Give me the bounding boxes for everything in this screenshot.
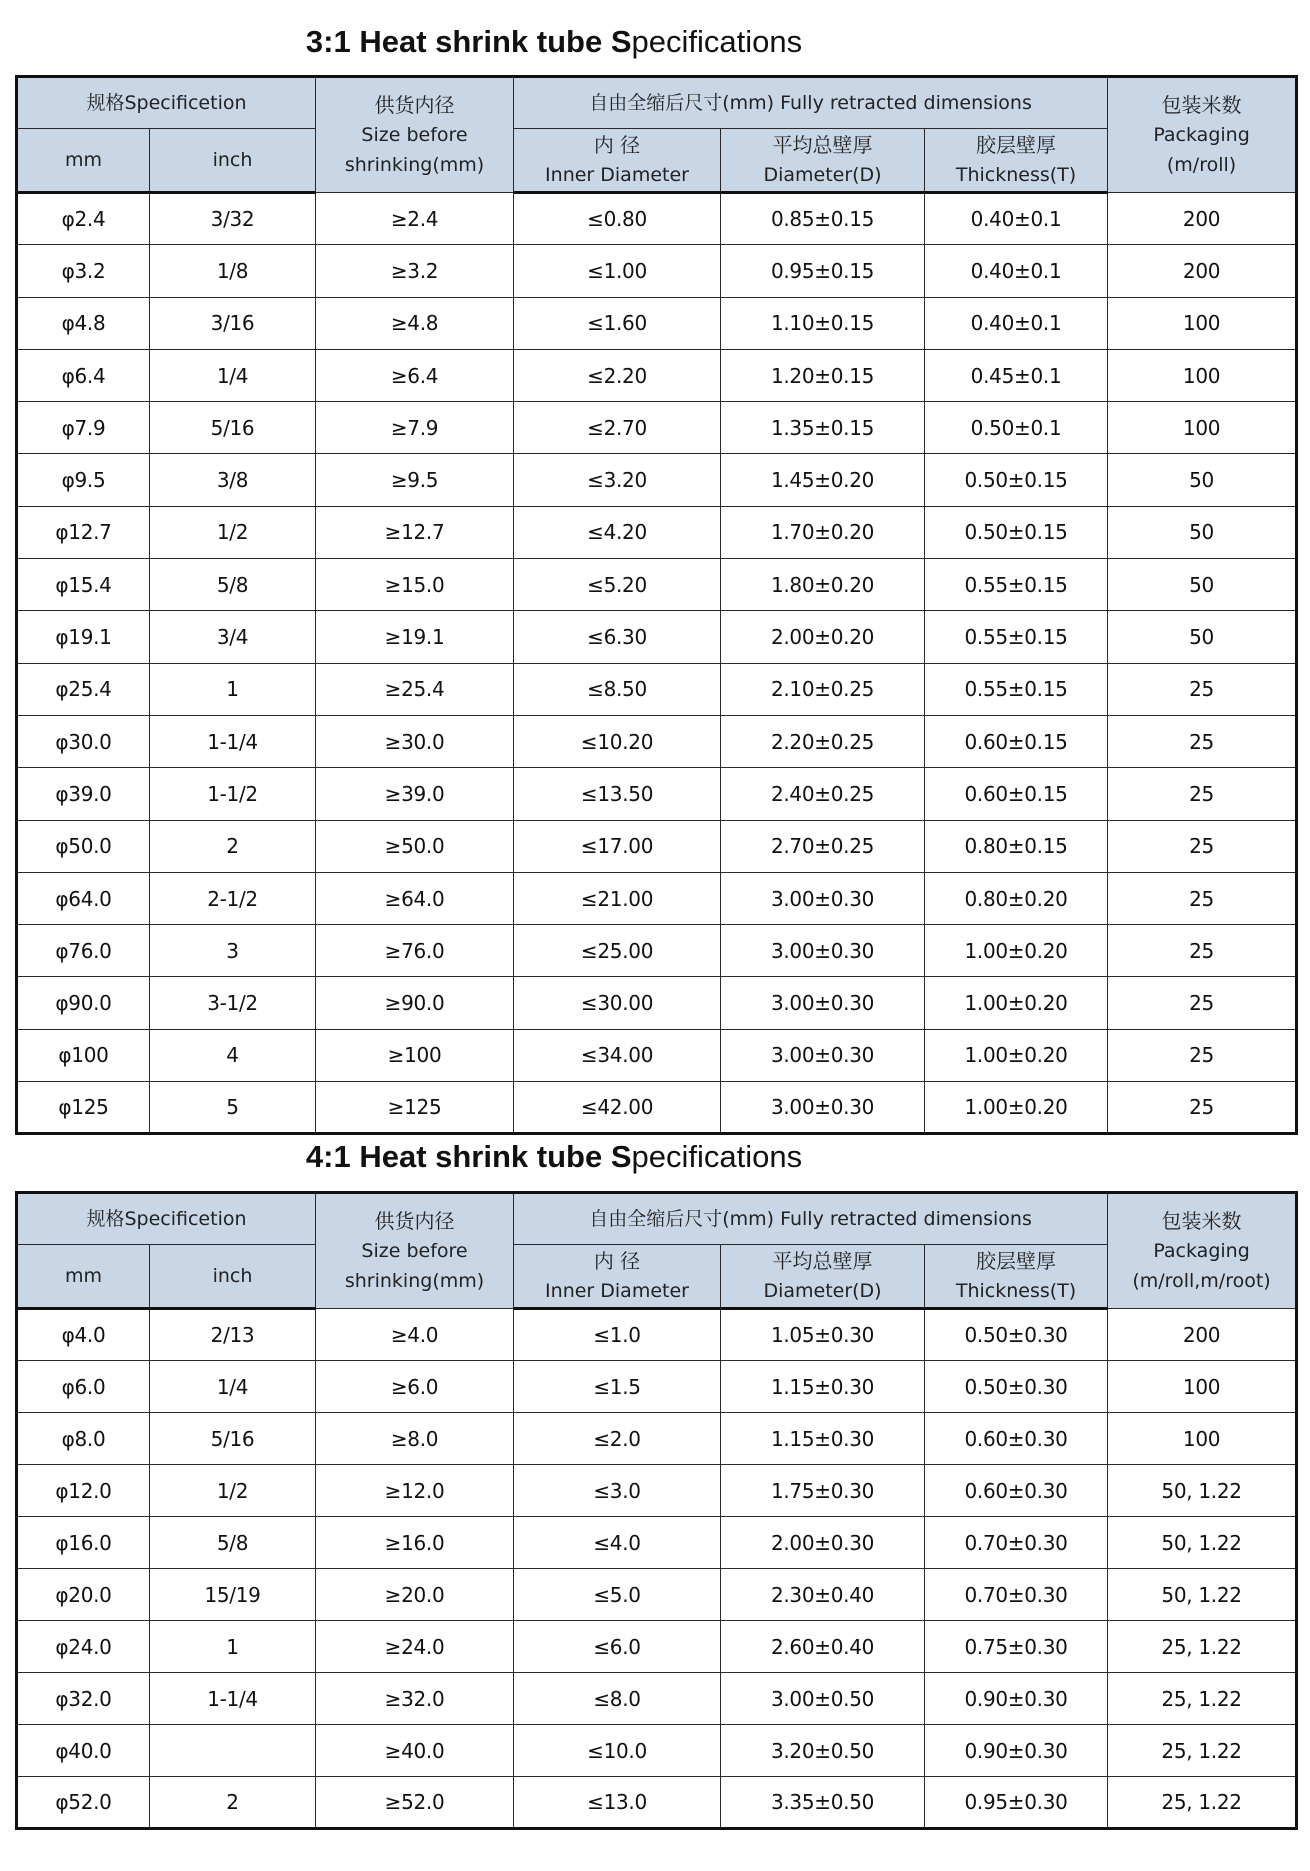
cell-mm: φ16.0 — [17, 1517, 150, 1569]
header-wall-cn: 平均总壁厚 — [772, 1249, 873, 1273]
cell-inner-diameter: ≤5.0 — [514, 1569, 721, 1621]
cell-inch: 1/2 — [150, 506, 316, 558]
cell-packaging: 25 — [1108, 768, 1297, 820]
table-row — [17, 1029, 1297, 1081]
cell-size-before: ≥30.0 — [316, 715, 514, 767]
cell-size-before: ≥6.4 — [316, 349, 514, 401]
table-row — [17, 1517, 1297, 1569]
header-mm: mm — [17, 1245, 150, 1309]
header-wall-en: Diameter(D) — [763, 164, 882, 186]
cell-glue-thickness: 0.90±0.30 — [925, 1673, 1108, 1725]
cell-glue-thickness: 0.70±0.30 — [925, 1569, 1108, 1621]
table2-title-lead: 4:1 Heat shrink tube S — [305, 1139, 632, 1174]
table-row — [17, 402, 1297, 454]
cell-mm: φ12.7 — [17, 506, 150, 558]
cell-mm: φ90.0 — [17, 977, 150, 1029]
cell-packaging: 200 — [1108, 193, 1297, 245]
cell-mm: φ52.0 — [17, 1777, 150, 1829]
cell-glue-thickness: 0.75±0.30 — [925, 1621, 1108, 1673]
header-size-en1: Size before — [361, 1240, 468, 1262]
cell-wall-thickness: 2.30±0.40 — [721, 1569, 925, 1621]
table-row — [17, 1082, 1297, 1134]
cell-inner-diameter: ≤2.20 — [514, 349, 721, 401]
cell-mm: φ2.4 — [17, 193, 150, 245]
cell-glue-thickness: 0.55±0.15 — [925, 611, 1108, 663]
table-row — [17, 820, 1297, 872]
cell-glue-thickness: 0.60±0.30 — [925, 1413, 1108, 1465]
cell-size-before: ≥76.0 — [316, 925, 514, 977]
cell-mm: φ7.9 — [17, 402, 150, 454]
cell-mm: φ12.0 — [17, 1465, 150, 1517]
cell-inner-diameter: ≤2.70 — [514, 402, 721, 454]
header-size-cn: 供货内径 — [374, 1209, 455, 1233]
table2-body — [17, 1309, 1297, 1829]
header-size-en1: Size before — [361, 124, 468, 146]
header-glue-cn: 胶层壁厚 — [976, 133, 1057, 157]
cell-inner-diameter: ≤25.00 — [514, 925, 721, 977]
cell-inner-diameter: ≤1.0 — [514, 1309, 721, 1361]
cell-inner-diameter: ≤10.20 — [514, 715, 721, 767]
table-row — [17, 454, 1297, 506]
table2-title — [0, 1139, 1108, 1175]
cell-size-before: ≥24.0 — [316, 1621, 514, 1673]
cell-packaging: 50, 1.22 — [1108, 1465, 1297, 1517]
cell-inner-diameter: ≤34.00 — [514, 1029, 721, 1081]
cell-wall-thickness: 1.35±0.15 — [721, 402, 925, 454]
cell-inch: 1-1/4 — [150, 715, 316, 767]
header-inner-en: Inner Diameter — [545, 1280, 689, 1302]
cell-packaging: 25 — [1108, 1082, 1297, 1134]
cell-packaging: 25, 1.22 — [1108, 1621, 1297, 1673]
cell-glue-thickness: 0.95±0.30 — [925, 1777, 1108, 1829]
cell-wall-thickness: 0.95±0.15 — [721, 245, 925, 297]
header-retracted: 自由全缩后尺寸(mm) Fully retracted dimensions — [514, 77, 1108, 129]
cell-wall-thickness: 3.35±0.50 — [721, 1777, 925, 1829]
cell-size-before: ≥12.7 — [316, 506, 514, 558]
cell-size-before: ≥125 — [316, 1082, 514, 1134]
header-packaging — [1108, 77, 1297, 193]
cell-wall-thickness: 3.00±0.50 — [721, 1673, 925, 1725]
cell-size-before: ≥4.8 — [316, 297, 514, 349]
cell-inner-diameter: ≤3.0 — [514, 1465, 721, 1517]
header-size-en2: shrinking(mm) — [344, 1270, 485, 1292]
cell-wall-thickness: 2.10±0.25 — [721, 663, 925, 715]
cell-inch: 3/16 — [150, 297, 316, 349]
cell-mm: φ30.0 — [17, 715, 150, 767]
cell-glue-thickness: 1.00±0.20 — [925, 1029, 1108, 1081]
header-glue-thickness — [925, 1245, 1108, 1309]
cell-glue-thickness: 0.50±0.30 — [925, 1361, 1108, 1413]
header-inch: inch — [150, 129, 316, 193]
header-wall-thickness — [721, 129, 925, 193]
cell-glue-thickness: 0.90±0.30 — [925, 1725, 1108, 1777]
cell-size-before: ≥50.0 — [316, 820, 514, 872]
table-row — [17, 349, 1297, 401]
cell-mm: φ32.0 — [17, 1673, 150, 1725]
cell-inch: 2-1/2 — [150, 872, 316, 924]
header-size-before — [316, 1193, 514, 1309]
cell-inner-diameter: ≤21.00 — [514, 872, 721, 924]
cell-glue-thickness: 0.50±0.30 — [925, 1309, 1108, 1361]
cell-size-before: ≥19.1 — [316, 611, 514, 663]
cell-inch: 5/16 — [150, 402, 316, 454]
table-row — [17, 1725, 1297, 1777]
cell-inch: 2 — [150, 1777, 316, 1829]
header-specification: 规格Specificetion — [17, 1193, 316, 1245]
spec-table-3to1 — [15, 75, 1298, 1135]
cell-wall-thickness: 3.20±0.50 — [721, 1725, 925, 1777]
cell-packaging: 50 — [1108, 454, 1297, 506]
cell-size-before: ≥15.0 — [316, 559, 514, 611]
cell-mm: φ3.2 — [17, 245, 150, 297]
table-row — [17, 925, 1297, 977]
cell-inner-diameter: ≤4.0 — [514, 1517, 721, 1569]
cell-glue-thickness: 0.60±0.15 — [925, 768, 1108, 820]
cell-wall-thickness: 1.10±0.15 — [721, 297, 925, 349]
cell-wall-thickness: 3.00±0.30 — [721, 872, 925, 924]
table-row — [17, 297, 1297, 349]
table2-title-rest: pecifications — [631, 1139, 803, 1174]
cell-mm: φ76.0 — [17, 925, 150, 977]
cell-glue-thickness: 0.80±0.20 — [925, 872, 1108, 924]
cell-inner-diameter: ≤13.0 — [514, 1777, 721, 1829]
table1-title-lead: 3:1 Heat shrink tube S — [305, 24, 632, 59]
cell-wall-thickness: 1.45±0.20 — [721, 454, 925, 506]
cell-wall-thickness: 1.15±0.30 — [721, 1413, 925, 1465]
cell-packaging: 50, 1.22 — [1108, 1517, 1297, 1569]
table-row — [17, 611, 1297, 663]
cell-inner-diameter: ≤6.0 — [514, 1621, 721, 1673]
cell-inner-diameter: ≤8.50 — [514, 663, 721, 715]
cell-mm: φ24.0 — [17, 1621, 150, 1673]
cell-packaging: 25, 1.22 — [1108, 1777, 1297, 1829]
cell-glue-thickness: 0.40±0.1 — [925, 297, 1108, 349]
cell-glue-thickness: 0.80±0.15 — [925, 820, 1108, 872]
cell-packaging: 25, 1.22 — [1108, 1725, 1297, 1777]
cell-packaging: 25 — [1108, 925, 1297, 977]
table1-body — [17, 193, 1297, 1134]
cell-inner-diameter: ≤4.20 — [514, 506, 721, 558]
cell-wall-thickness: 1.80±0.20 — [721, 559, 925, 611]
cell-size-before: ≥12.0 — [316, 1465, 514, 1517]
cell-mm: φ19.1 — [17, 611, 150, 663]
header-retracted: 自由全缩后尺寸(mm) Fully retracted dimensions — [514, 1193, 1108, 1245]
cell-inch: 1-1/4 — [150, 1673, 316, 1725]
table1-title-rest: pecifications — [631, 24, 803, 59]
header-pack-en2: (m/roll) — [1166, 154, 1237, 176]
cell-packaging: 200 — [1108, 1309, 1297, 1361]
cell-wall-thickness: 2.60±0.40 — [721, 1621, 925, 1673]
cell-inch: 2 — [150, 820, 316, 872]
header-pack-cn: 包装米数 — [1161, 93, 1242, 117]
header-wall-cn: 平均总壁厚 — [772, 133, 873, 157]
cell-inch: 5/8 — [150, 559, 316, 611]
cell-size-before: ≥4.0 — [316, 1309, 514, 1361]
cell-size-before: ≥39.0 — [316, 768, 514, 820]
cell-inch: 3-1/2 — [150, 977, 316, 1029]
cell-packaging: 50 — [1108, 559, 1297, 611]
cell-inch: 3/4 — [150, 611, 316, 663]
table-row — [17, 977, 1297, 1029]
cell-wall-thickness: 2.00±0.30 — [721, 1517, 925, 1569]
cell-inch: 1-1/2 — [150, 768, 316, 820]
table-row — [17, 1465, 1297, 1517]
cell-packaging: 50, 1.22 — [1108, 1569, 1297, 1621]
cell-inner-diameter: ≤1.5 — [514, 1361, 721, 1413]
table-row — [17, 506, 1297, 558]
cell-packaging: 100 — [1108, 349, 1297, 401]
table-row — [17, 872, 1297, 924]
cell-inner-diameter: ≤6.30 — [514, 611, 721, 663]
cell-wall-thickness: 3.00±0.30 — [721, 1082, 925, 1134]
cell-inch: 5/8 — [150, 1517, 316, 1569]
header-inner-diameter — [514, 129, 721, 193]
header-specification: 规格Specificetion — [17, 77, 316, 129]
cell-inch: 1 — [150, 1621, 316, 1673]
cell-packaging: 100 — [1108, 297, 1297, 349]
cell-packaging: 100 — [1108, 402, 1297, 454]
cell-packaging: 25 — [1108, 820, 1297, 872]
header-glue-en: Thickness(T) — [955, 1280, 1077, 1302]
cell-glue-thickness: 0.40±0.1 — [925, 193, 1108, 245]
cell-mm: φ6.4 — [17, 349, 150, 401]
cell-packaging: 25 — [1108, 715, 1297, 767]
cell-inner-diameter: ≤1.00 — [514, 245, 721, 297]
cell-mm: φ4.0 — [17, 1309, 150, 1361]
cell-packaging: 200 — [1108, 245, 1297, 297]
cell-size-before: ≥90.0 — [316, 977, 514, 1029]
cell-inner-diameter: ≤10.0 — [514, 1725, 721, 1777]
cell-inch: 1 — [150, 663, 316, 715]
cell-size-before: ≥32.0 — [316, 1673, 514, 1725]
cell-inner-diameter: ≤2.0 — [514, 1413, 721, 1465]
header-size-cn: 供货内径 — [374, 93, 455, 117]
cell-wall-thickness: 1.20±0.15 — [721, 349, 925, 401]
cell-mm: φ4.8 — [17, 297, 150, 349]
header-mm: mm — [17, 129, 150, 193]
header-packaging — [1108, 1193, 1297, 1309]
cell-size-before: ≥2.4 — [316, 193, 514, 245]
cell-size-before: ≥64.0 — [316, 872, 514, 924]
cell-mm: φ125 — [17, 1082, 150, 1134]
cell-packaging: 25 — [1108, 872, 1297, 924]
cell-mm: φ64.0 — [17, 872, 150, 924]
header-inner-en: Inner Diameter — [545, 164, 689, 186]
cell-wall-thickness: 1.05±0.30 — [721, 1309, 925, 1361]
header-glue-cn: 胶层壁厚 — [976, 1249, 1057, 1273]
cell-glue-thickness: 0.50±0.15 — [925, 506, 1108, 558]
header-pack-en1: Packaging — [1153, 124, 1250, 146]
cell-wall-thickness: 2.40±0.25 — [721, 768, 925, 820]
cell-size-before: ≥16.0 — [316, 1517, 514, 1569]
cell-wall-thickness: 2.00±0.20 — [721, 611, 925, 663]
cell-glue-thickness: 0.70±0.30 — [925, 1517, 1108, 1569]
table-row — [17, 1361, 1297, 1413]
header-inner-diameter — [514, 1245, 721, 1309]
cell-inner-diameter: ≤42.00 — [514, 1082, 721, 1134]
cell-glue-thickness: 0.45±0.1 — [925, 349, 1108, 401]
cell-size-before: ≥40.0 — [316, 1725, 514, 1777]
cell-mm: φ100 — [17, 1029, 150, 1081]
table-row — [17, 1621, 1297, 1673]
cell-packaging: 25 — [1108, 663, 1297, 715]
cell-packaging: 100 — [1108, 1413, 1297, 1465]
cell-glue-thickness: 0.50±0.15 — [925, 454, 1108, 506]
cell-mm: φ6.0 — [17, 1361, 150, 1413]
cell-inner-diameter: ≤3.20 — [514, 454, 721, 506]
table-row — [17, 715, 1297, 767]
cell-inner-diameter: ≤8.0 — [514, 1673, 721, 1725]
cell-inner-diameter: ≤5.20 — [514, 559, 721, 611]
cell-wall-thickness: 3.00±0.30 — [721, 925, 925, 977]
cell-inch: 15/19 — [150, 1569, 316, 1621]
cell-mm: φ9.5 — [17, 454, 150, 506]
table-row — [17, 768, 1297, 820]
cell-inner-diameter: ≤13.50 — [514, 768, 721, 820]
cell-inch: 1/4 — [150, 349, 316, 401]
header-glue-en: Thickness(T) — [955, 164, 1077, 186]
cell-glue-thickness: 1.00±0.20 — [925, 1082, 1108, 1134]
cell-inch: 4 — [150, 1029, 316, 1081]
cell-inch: 5/16 — [150, 1413, 316, 1465]
header-inner-cn: 内 径 — [593, 1249, 641, 1273]
table-row — [17, 663, 1297, 715]
table-row — [17, 1309, 1297, 1361]
cell-wall-thickness: 1.75±0.30 — [721, 1465, 925, 1517]
cell-wall-thickness: 2.70±0.25 — [721, 820, 925, 872]
cell-inner-diameter: ≤30.00 — [514, 977, 721, 1029]
cell-glue-thickness: 0.60±0.30 — [925, 1465, 1108, 1517]
cell-glue-thickness: 0.55±0.15 — [925, 559, 1108, 611]
table-row — [17, 1673, 1297, 1725]
cell-packaging: 50 — [1108, 506, 1297, 558]
cell-glue-thickness: 1.00±0.20 — [925, 925, 1108, 977]
cell-wall-thickness: 1.70±0.20 — [721, 506, 925, 558]
cell-wall-thickness: 3.00±0.30 — [721, 1029, 925, 1081]
table-row — [17, 1569, 1297, 1621]
table-row — [17, 193, 1297, 245]
cell-inch: 1/8 — [150, 245, 316, 297]
cell-inch: 1/2 — [150, 1465, 316, 1517]
header-wall-en: Diameter(D) — [763, 1280, 882, 1302]
cell-packaging: 25 — [1108, 1029, 1297, 1081]
table1-title — [0, 24, 1108, 60]
cell-glue-thickness: 0.55±0.15 — [925, 663, 1108, 715]
cell-packaging: 25, 1.22 — [1108, 1673, 1297, 1725]
cell-size-before: ≥52.0 — [316, 1777, 514, 1829]
cell-inch: 2/13 — [150, 1309, 316, 1361]
table-row — [17, 559, 1297, 611]
cell-size-before: ≥7.9 — [316, 402, 514, 454]
header-size-en2: shrinking(mm) — [344, 154, 485, 176]
header-inch: inch — [150, 1245, 316, 1309]
header-pack-en2: (m/roll,m/root) — [1132, 1270, 1271, 1292]
header-pack-cn: 包装米数 — [1161, 1209, 1242, 1233]
cell-wall-thickness: 2.20±0.25 — [721, 715, 925, 767]
cell-wall-thickness: 1.15±0.30 — [721, 1361, 925, 1413]
header-inner-cn: 内 径 — [593, 133, 641, 157]
cell-inch — [150, 1725, 316, 1777]
header-pack-en1: Packaging — [1153, 1240, 1250, 1262]
cell-inch: 3/8 — [150, 454, 316, 506]
table-row — [17, 1777, 1297, 1829]
table-row — [17, 1413, 1297, 1465]
cell-packaging: 100 — [1108, 1361, 1297, 1413]
cell-size-before: ≥100 — [316, 1029, 514, 1081]
cell-inch: 1/4 — [150, 1361, 316, 1413]
cell-mm: φ8.0 — [17, 1413, 150, 1465]
table-row — [17, 245, 1297, 297]
header-size-before — [316, 77, 514, 193]
spec-table-4to1 — [15, 1191, 1298, 1830]
cell-mm: φ39.0 — [17, 768, 150, 820]
cell-packaging: 25 — [1108, 977, 1297, 1029]
cell-inner-diameter: ≤1.60 — [514, 297, 721, 349]
cell-inch: 3 — [150, 925, 316, 977]
cell-size-before: ≥8.0 — [316, 1413, 514, 1465]
cell-wall-thickness: 0.85±0.15 — [721, 193, 925, 245]
cell-inch: 5 — [150, 1082, 316, 1134]
cell-inch: 3/32 — [150, 193, 316, 245]
cell-size-before: ≥9.5 — [316, 454, 514, 506]
cell-glue-thickness: 0.50±0.1 — [925, 402, 1108, 454]
cell-mm: φ50.0 — [17, 820, 150, 872]
cell-inner-diameter: ≤0.80 — [514, 193, 721, 245]
cell-mm: φ40.0 — [17, 1725, 150, 1777]
cell-size-before: ≥25.4 — [316, 663, 514, 715]
cell-mm: φ15.4 — [17, 559, 150, 611]
cell-size-before: ≥6.0 — [316, 1361, 514, 1413]
cell-packaging: 50 — [1108, 611, 1297, 663]
cell-glue-thickness: 0.60±0.15 — [925, 715, 1108, 767]
header-wall-thickness — [721, 1245, 925, 1309]
cell-glue-thickness: 0.40±0.1 — [925, 245, 1108, 297]
cell-glue-thickness: 1.00±0.20 — [925, 977, 1108, 1029]
header-glue-thickness — [925, 129, 1108, 193]
cell-mm: φ25.4 — [17, 663, 150, 715]
cell-inner-diameter: ≤17.00 — [514, 820, 721, 872]
cell-size-before: ≥3.2 — [316, 245, 514, 297]
cell-mm: φ20.0 — [17, 1569, 150, 1621]
cell-size-before: ≥20.0 — [316, 1569, 514, 1621]
cell-wall-thickness: 3.00±0.30 — [721, 977, 925, 1029]
